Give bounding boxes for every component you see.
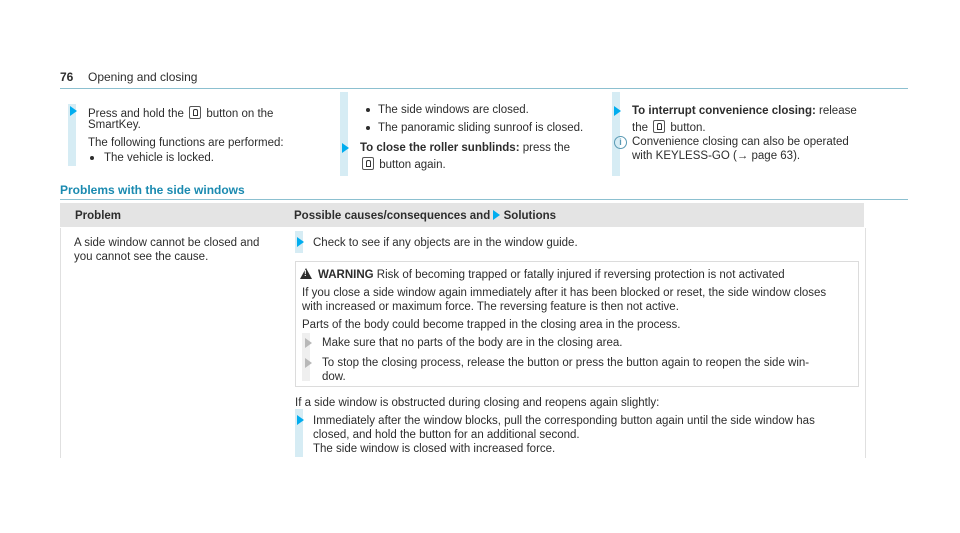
col1-functions-text: The following functions are performed: — [88, 137, 284, 149]
bullet-icon — [366, 108, 370, 112]
col3-step-line1: To interrupt convenience closing: release — [632, 105, 857, 117]
bullet-icon — [90, 156, 94, 160]
lock-key-icon — [362, 157, 374, 170]
step-arrow-icon — [297, 237, 304, 247]
col3-info-line1: Convenience closing can also be operated — [632, 136, 849, 148]
col2-step-line2: button again. — [360, 155, 446, 172]
col1-step-line1: Press and hold the button on the — [88, 108, 274, 120]
step-arrow-icon — [297, 415, 304, 425]
check-step: Check to see if any objects are in the window guide. — [313, 237, 578, 249]
problem-line1: A side window cannot be closed and — [74, 237, 260, 249]
final-step-line1: Immediately after the window blocks, pull the corresponding button again until the side window has — [313, 415, 815, 427]
final-step-line2: closed, and hold the button for an additional second. — [313, 429, 580, 441]
warning-triangle-icon — [300, 268, 312, 279]
final-step-line3: The side window is closed with increased force. — [313, 443, 556, 455]
step-arrow-icon — [305, 338, 312, 348]
col2-bullet2: The panoramic sliding sunroof is closed. — [378, 122, 584, 134]
warning-para2: Parts of the body could become trapped in the closing area in the process. — [302, 319, 681, 331]
warning-step2-line2: dow. — [322, 371, 346, 383]
warning-step1: Make sure that no parts of the body are in the closing area. — [322, 337, 623, 349]
info-icon: i — [614, 136, 627, 149]
page-title: Opening and closing — [88, 70, 198, 84]
step-arrow-icon — [342, 143, 349, 153]
problem-line2: you cannot see the cause. — [74, 251, 209, 263]
bullet-icon — [366, 126, 370, 130]
page-number: 76 — [60, 70, 74, 84]
arrow-icon — [493, 210, 500, 220]
table-header — [60, 203, 864, 227]
col1-step-line2: SmartKey. — [88, 119, 141, 131]
lock-key-icon — [653, 120, 665, 133]
warning-para1-line2: with increased or maximum force. The reversing feature is then not active. — [302, 301, 679, 313]
col3-step-line2: the button. — [632, 122, 706, 134]
col2-step-line1: To close the roller sunblinds: press the — [360, 142, 571, 154]
step-bar — [612, 92, 620, 176]
step-bar — [340, 92, 348, 176]
section-divider — [60, 199, 908, 200]
section-title: Problems with the side windows — [60, 183, 245, 197]
step-arrow-icon — [305, 358, 312, 368]
col2-bullet1: The side windows are closed. — [378, 104, 529, 116]
warning-step2-line1: To stop the closing process, release the button or press the button again to reopen the side win- — [322, 357, 810, 369]
step-arrow-icon — [70, 106, 77, 116]
column-header-problem: Problem — [75, 210, 122, 222]
col3-info-line2: with KEYLESS-GO (→ page 63). — [632, 150, 801, 162]
obstructed-text: If a side window is obstructed during closing and reopens again slightly: — [295, 397, 660, 409]
warning-heading: WARNING Risk of becoming trapped or fatally injured if reversing protection is not activated — [318, 269, 785, 281]
page-header — [60, 70, 908, 89]
lock-key-icon — [189, 106, 201, 119]
step-arrow-icon — [614, 106, 621, 116]
col1-bullet1: The vehicle is locked. — [104, 152, 214, 164]
warning-para1-line1: If you close a side window again immediately after it has been blocked or reset, the side window closes — [302, 287, 827, 299]
column-header-solutions: Possible causes/consequences and Solutions — [294, 210, 557, 222]
